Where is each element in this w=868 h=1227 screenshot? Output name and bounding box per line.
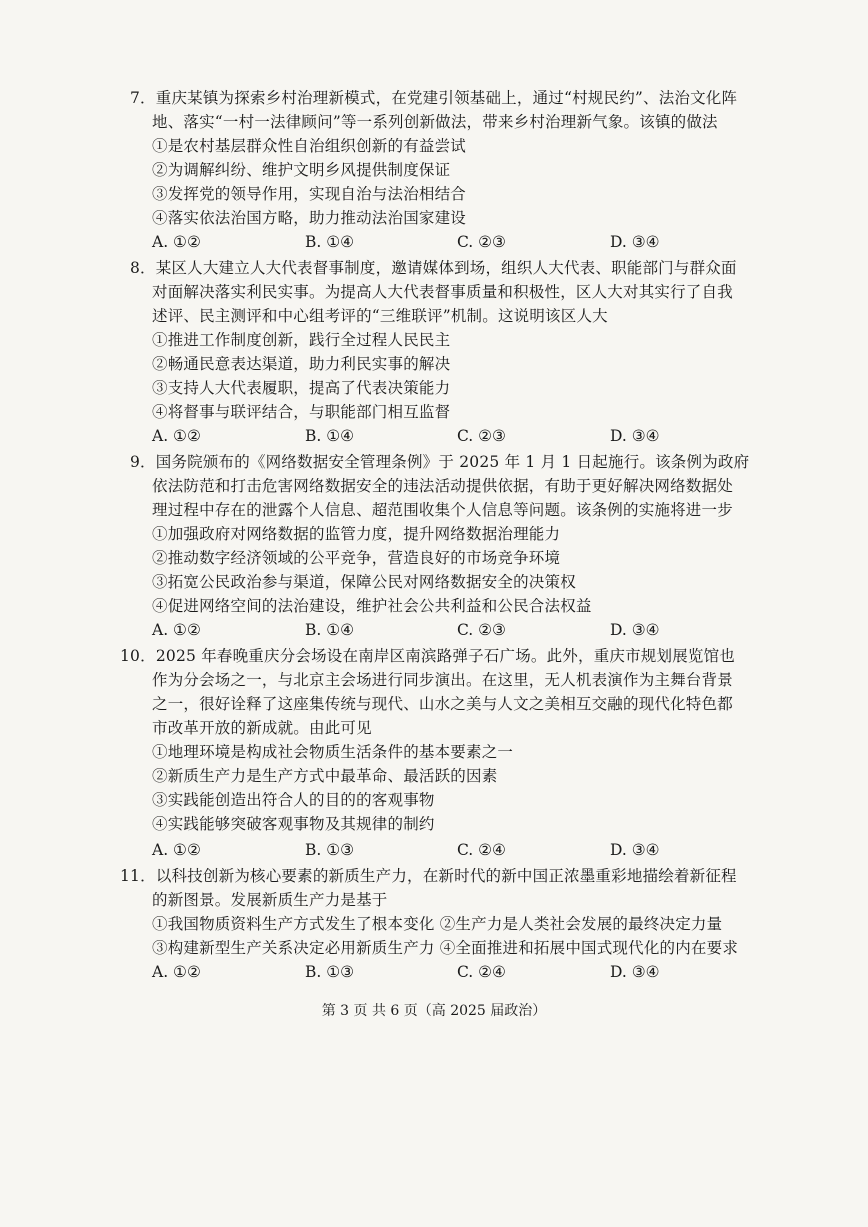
statement: ①地理环境是构成社会物质生活条件的基本要素之一 — [152, 743, 514, 761]
option-c: C. ②④ — [457, 841, 506, 859]
question-stem-line: 10．2025 年春晚重庆分会场设在南岸区南滨路弹子石广场。此外，重庆市规划展览馆也 — [120, 647, 735, 665]
statement: ④将督事与联评结合，与职能部门相互监督 — [152, 403, 451, 421]
question-stem-line: 依法防范和打击危害网络数据安全的违法活动提供依据，有助于更好解决网络数据处 — [152, 477, 733, 495]
question-stem-line: 作为分会场之一，与北京主会场进行同步演出。在这里，无人机表演作为主舞台背景 — [152, 671, 733, 689]
statement: ③支持人大代表履职，提高了代表决策能力 — [152, 379, 451, 397]
statement: ③实践能创造出符合人的目的的客观事物 — [152, 791, 435, 809]
option-d: D. ③④ — [610, 621, 660, 639]
option-c: C. ②③ — [457, 233, 506, 251]
question-stem-line: 理过程中存在的泄露个人信息、超范围收集个人信息等问题。该条例的实施将进一步 — [152, 501, 733, 519]
question-stem-line: 述评、民主测评和中心组考评的“三维联评”机制。这说明该区人大 — [152, 307, 608, 325]
statement: ③拓宽公民政治参与渠道，保障公民对网络数据安全的决策权 — [152, 573, 576, 591]
option-d: D. ③④ — [610, 841, 660, 859]
question-stem-line: 7．重庆某镇为探索乡村治理新模式，在党建引领基础上，通过“村规民约”、法治文化阵 — [130, 89, 738, 107]
statement: ②为调解纠纷、维护文明乡风提供制度保证 — [152, 161, 451, 179]
option-d: D. ③④ — [610, 233, 660, 251]
page-footer: 第 3 页 共 6 页（高 2025 届政治） — [321, 1003, 547, 1019]
option-c: C. ②③ — [457, 427, 506, 445]
option-a: A. ①② — [152, 841, 201, 859]
statement: ②推动数字经济领域的公平竞争，营造良好的市场竞争环境 — [152, 549, 561, 567]
option-b: B. ①④ — [305, 427, 355, 445]
option-b: B. ①③ — [305, 841, 355, 859]
statement: ②畅通民意表达渠道，助力利民实事的解决 — [152, 355, 451, 373]
question-stem-line: 11．以科技创新为核心要素的新质生产力，在新时代的新中国正浓墨重彩地描绘着新征程 — [120, 867, 737, 885]
statement: ③发挥党的领导作用，实现自治与法治相结合 — [152, 185, 467, 203]
statement: ③构建新型生产关系决定必用新质生产力 ④全面推进和拓展中国式现代化的内在要求 — [152, 939, 739, 957]
question-stem-line: 9．国务院颁布的《网络数据安全管理条例》于 2025 年 1 月 1 日起施行。该条例为政府 — [130, 453, 750, 471]
option-b: B. ①③ — [305, 963, 355, 981]
option-b: B. ①④ — [305, 233, 355, 251]
question-stem-line: 市改革开放的新成就。由此可见 — [152, 719, 372, 737]
option-c: C. ②④ — [457, 963, 506, 981]
statement: ④落实依法治国方略，助力推动法治国家建设 — [152, 209, 467, 227]
option-a: A. ①② — [152, 621, 201, 639]
statement: ①加强政府对网络数据的监管力度，提升网络数据治理能力 — [152, 525, 561, 543]
question-stem-line: 对面解决落实利民实事。为提高人大代表督事质量和积极性，区人大对其实行了自我 — [152, 283, 733, 301]
question-stem-line: 的新图景。发展新质生产力是基于 — [152, 891, 388, 909]
option-d: D. ③④ — [610, 963, 660, 981]
question-stem-line: 之一，很好诠释了这座集传统与现代、山水之美与人文之美相互交融的现代化特色都 — [152, 695, 733, 713]
statement: ①推进工作制度创新，践行全过程人民民主 — [152, 331, 451, 349]
statement: ④实践能够突破客观事物及其规律的制约 — [152, 815, 435, 833]
statement: ①是农村基层群众性自治组织创新的有益尝试 — [152, 137, 467, 155]
statement: ④促进网络空间的法治建设，维护社会公共利益和公民合法权益 — [152, 597, 592, 615]
question-stem-line: 8．某区人大建立人大代表督事制度，邀请媒体到场，组织人大代表、职能部门与群众面 — [130, 259, 737, 277]
option-a: A. ①② — [152, 427, 201, 445]
option-b: B. ①④ — [305, 621, 355, 639]
option-a: A. ①② — [152, 963, 201, 981]
option-c: C. ②③ — [457, 621, 506, 639]
statement: ①我国物质资料生产方式发生了根本变化 ②生产力是人类社会发展的最终决定力量 — [152, 915, 723, 933]
option-d: D. ③④ — [610, 427, 660, 445]
option-a: A. ①② — [152, 233, 201, 251]
question-stem-line: 地、落实“一村一法律顾问”等一系列创新做法，带来乡村治理新气象。该镇的做法 — [152, 113, 718, 131]
statement: ②新质生产力是生产方式中最革命、最活跃的因素 — [152, 767, 498, 785]
